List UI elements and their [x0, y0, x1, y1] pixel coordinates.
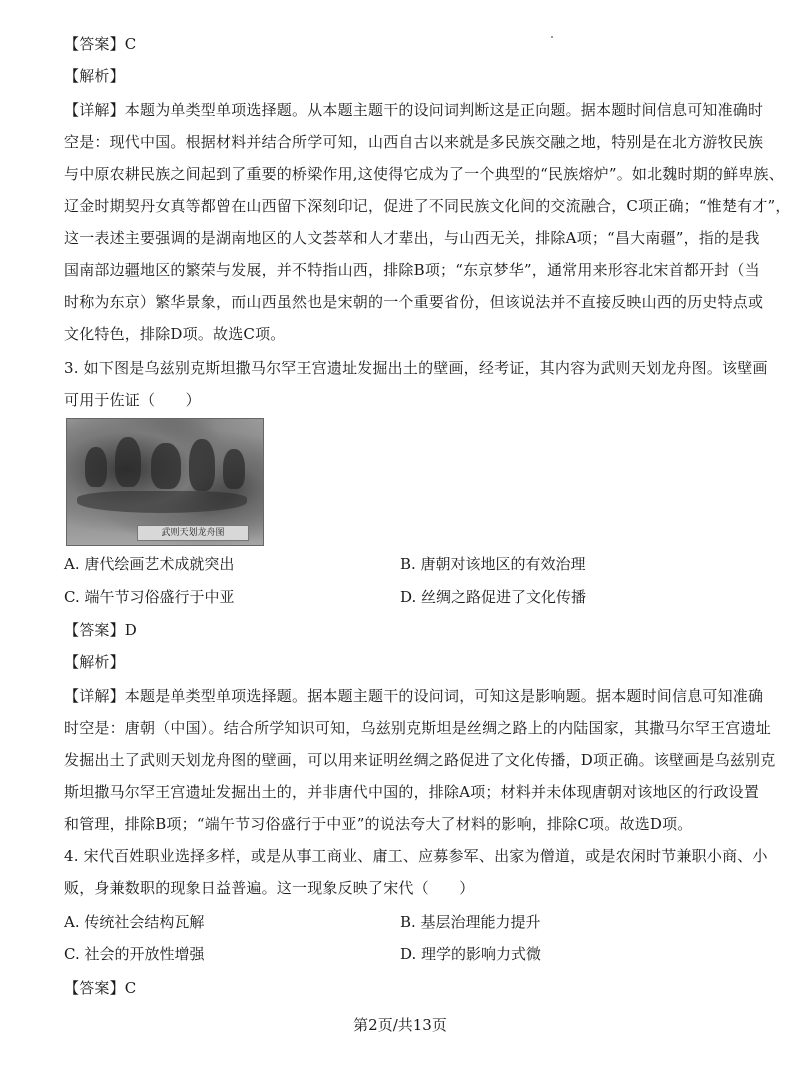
q4-answer: 【答案】C: [64, 979, 137, 997]
q2-detail-line: 与中原农耕民族之间起到了重要的桥梁作用,这使得它成为了一个典型的“民族熔炉”。如北魏时期的鲜卑族、: [64, 165, 784, 183]
mural-boat: [77, 491, 247, 513]
q3-option-b: B. 唐朝对该地区的有效治理: [400, 555, 586, 573]
page-number-footer: 第2页/共13页: [353, 1016, 447, 1034]
q3-option-c: C. 端午节习俗盛行于中亚: [64, 588, 235, 606]
q2-answer: 【答案】C: [64, 35, 137, 53]
q2-detail-line: 这一表述主要强调的是湖南地区的人文荟萃和人才辈出，与山西无关，排除A项；“昌大南疆”，指的是我: [64, 229, 760, 247]
q3-answer: 【答案】D: [64, 621, 138, 639]
q4-option-a: A. 传统社会结构瓦解: [64, 913, 205, 931]
mural-figure: [115, 437, 141, 487]
q4-stem-line: 4. 宋代百姓职业选择多样，或是从事工商业、庸工、应募参军、出家为僧道，或是农闲时节兼职小商、小: [64, 847, 768, 865]
q2-detail-line: 空是：现代中国。根据材料并结合所学可知，山西自古以来就是多民族交融之地，特别是在北方游牧民族: [64, 133, 764, 151]
mural-figure: [151, 443, 181, 489]
q3-stem-line: 3. 如下图是乌兹别克斯坦撒马尔罕王宫遗址发掘出土的壁画，经考证，其内容为武则天划龙舟图。该壁画: [64, 359, 768, 377]
q3-option-d: D. 丝绸之路促进了文化传播: [400, 588, 587, 606]
mural-figure: [85, 447, 107, 487]
mural-figure: [223, 449, 245, 489]
q2-analysis-label: 【解析】: [64, 67, 125, 85]
q4-option-b: B. 基层治理能力提升: [400, 913, 541, 931]
q3-analysis-label: 【解析】: [64, 653, 125, 671]
q2-detail-line: 国南部边疆地区的繁荣与发展，并不特指山西，排除B项；“东京梦华”，通常用来形容北宋首都开封（当: [64, 261, 760, 279]
q2-detail-line: 文化特色，排除D项。故选C项。: [64, 325, 286, 343]
q3-option-a: A. 唐代绘画艺术成就突出: [64, 555, 235, 573]
q3-detail-line: 【详解】本题是单类型单项选择题。据本题主题干的设问词，可知这是影响题。据本题时间信息可知准确: [64, 687, 764, 705]
dragon-boat-mural-image: [66, 418, 264, 546]
q2-detail-line: 辽金时期契丹女真等都曾在山西留下深刻印记，促进了不同民族文化间的交流融合，C项正确；“惟楚有才”，: [64, 197, 791, 215]
q4-option-d: D. 理学的影响力式微: [400, 945, 542, 963]
q3-stem-line: 可用于佐证（ ）: [64, 391, 201, 409]
q3-detail-line: 和管理，排除B项；“端午节习俗盛行于中亚”的说法夸大了材料的影响，排除C项。故选D项。: [64, 815, 693, 833]
q3-detail-line: 时空是：唐朝（中国）。结合所学知识可知，乌兹别克斯坦是丝绸之路上的内陆国家，其撒马尔罕王宫遗址: [64, 719, 771, 737]
q4-stem-line: 贩，身兼数职的现象日益普遍。这一现象反映了宋代（ ）: [64, 879, 475, 897]
mural-caption: 武则天划龙舟图: [137, 525, 249, 541]
q3-detail-line: 发掘出土了武则天划龙舟图的壁画，可以用来证明丝绸之路促进了文化传播，D项正确。该壁画是乌兹别克: [64, 751, 776, 769]
q2-detail-line: 时称为东京）繁华景象，而山西虽然也是宋朝的一个重要省份，但该说法并不直接反映山西的历史特点或: [64, 293, 764, 311]
q3-detail-line: 斯坦撒马尔罕王宫遗址发掘出土的，并非唐代中国的，排除A项；材料并未体现唐朝对该地区的行政设置: [64, 783, 760, 801]
q2-detail-line: 【详解】本题为单类型单项选择题。从本题主题干的设问词判断这是正向题。据本题时间信息可知准确时: [64, 101, 764, 119]
mural-figure: [189, 439, 215, 491]
q4-option-c: C. 社会的开放性增强: [64, 945, 205, 963]
